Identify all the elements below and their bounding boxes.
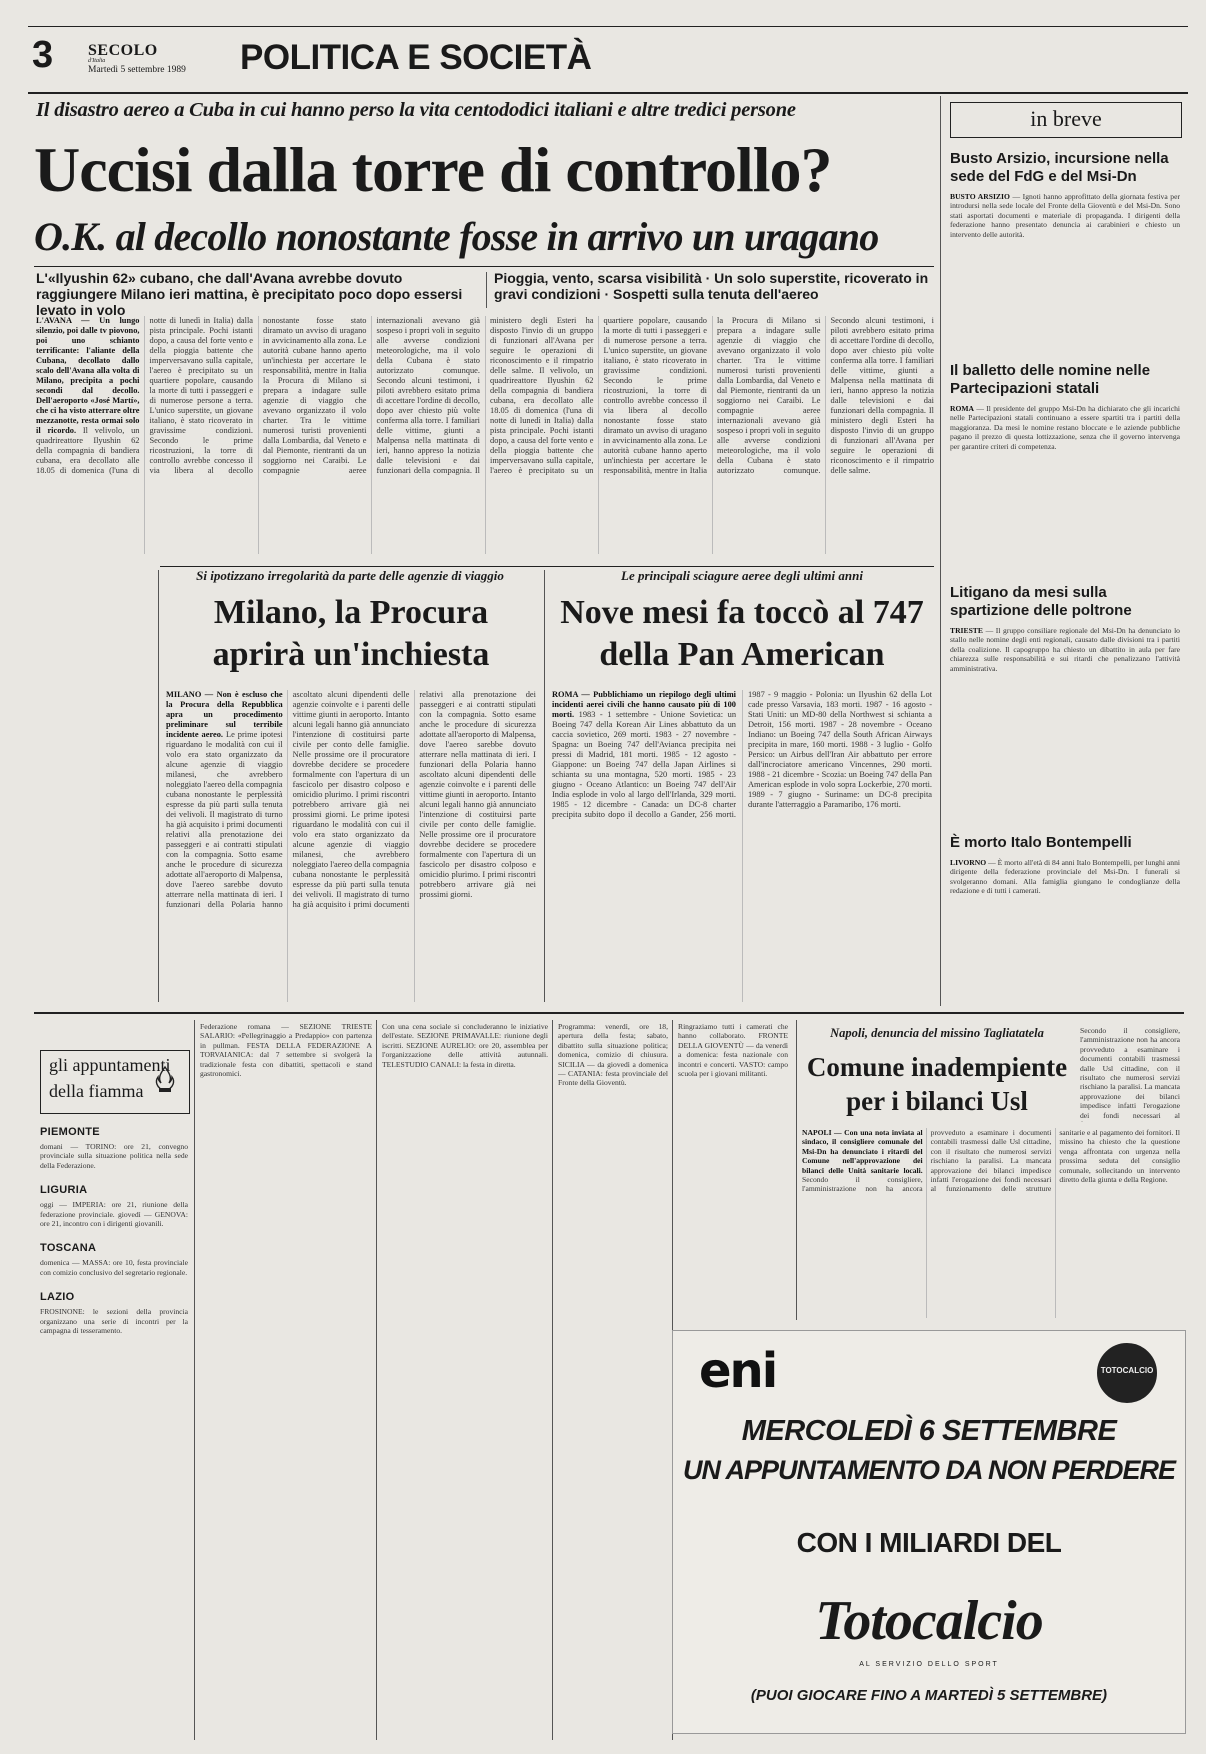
region-lazio-body: FROSINONE: le sezioni della provincia organizzano una serie di incontri per la campagna di tesseramento. xyxy=(40,1307,188,1336)
appuntamenti-divider-3 xyxy=(552,1020,553,1740)
in-breve-item-4-headline: È morto Italo Bontempelli xyxy=(950,834,1132,851)
in-breve-divider xyxy=(940,96,941,1006)
usl-body: Secondo il consigliere, l'amministrazione non ha ancora provveduto a esaminare i documenti contabili trasmessi dalle Usl cittadine, con il risultato che numerosi servizi rischiano la paralisi. La mancata approvazione dei bilanci impedisce infatti l'erogazione dei fondi necessari al funzionamento delle strutture sanitarie e al pagamento dei fornitori. Il missino ha chiesto che la questione venga affrontata con urgenza nella prossima seduta del consiglio comunale, sollecitando un intervento diretto della giunta e della Regione. xyxy=(802,1128,1180,1194)
appuntamenti-col-4 xyxy=(558,1022,668,1732)
in-breve-item-3-text xyxy=(950,626,1180,826)
panam-body: 1983 - 1 settembre - Unione Sovietica: un Boeing 747 della Korean Air Lines abbattuto da un caccia sovietico, 269 morti. 1983 - 27 novembre - Spagna: un Boeing 747 dell'Avianca precipita nei pressi di Madrid, 181 morti. 1985 - 12 agosto - Giappone: un Boeing 747 della Japan Airlines si schianta su una montagna, 520 morti. 1985 - 23 giugno - Oceano Atlantico: un Boeing 747 dell'Air India esplode in volo al largo dell'Irlanda, 329 morti. 1985 - 12 dicembre - Canada: un DC-8 charter precipita subito dopo il decollo a Gander, 256 morti. 1987 - 9 maggio - Polonia: un Ilyushin 62 della Lot cade presso Varsavia, 183 morti. 1987 - 16 agosto - Stati Uniti: un MD-80 della Northwest si schianta a Detroit, 156 morti. 1987 - 28 novembre - Oceano Indiano: un Boeing 747 della South African Airways precipita in mare, 160 morti. 1988 - 3 luglio - Golfo Persico: un Airbus dell'Iran Air abbattuto per errore dall'incrociatore americano Vincennes, 290 morti. 1988 - 21 dicembre - Scozia: un Boeing 747 della Pan American esplode in volo sopra Lockerbie, 270 morti. 1989 - 7 giugno - Suriname: un DC-8 precipita durante l'atterraggio a Paramaribo, 176 morti. xyxy=(552,690,932,819)
paper-sub: d'Italia xyxy=(88,58,106,64)
procura-body: Le prime ipotesi riguardano le modalità con cui il volo era stato organizzato da alcune agenzie di viaggio milanesi, che avrebbero noleggiato l'aereo della compagnia cubana nonostante le perplessità espresse da più parti sulla tenuta dei velivoli. Il magistrato di turno ha già acquisito i primi documenti relativi alla prenotazione dei passeggeri e ai contratti stipulati con la compagnia. Sotto esame anche le procedure di sicurezza adottate all'aeroporto di Malpensa, dove l'aereo sarebbe dovuto atterrare nella mattinata di ieri. I funzionari della Polaria hanno ascoltato alcuni dipendenti delle agenzie coinvolte e i parenti delle vittime giunti in aeroporto. Intanto alcuni legali hanno già annunciato l'intenzione di costituirsi parte civile per conto delle famiglie. Nelle prossime ore il procuratore dovrebbe decidere se procedere formalmente con l'apertura di un fascicolo per disastro colposo e omicidio plurimo. I primi riscontri potrebbero arrivare già nei prossimi giorni. xyxy=(166,690,410,909)
main-article-body: Il velivolo, un quadrireattore Ilyushin 62 della compagnia di bandiera cubana, era decollato alle 18.05 di domenica (l'una di notte di lunedì in Italia) dalla pista principale. Pochi istanti dopo, a causa del forte vento e della pioggia battente che imperversavano sulla capitale, l'aereo è precipitato su un quartiere popolare, causando la morte di tutti i passeggeri e di numerose persone a terra. L'unico superstite, un giovane italiano, è stato ricoverato in gravissime condizioni. Secondo le prime ricostruzioni, la torre di controllo avrebbe concesso il via libera al decollo nonostante fosse stato diramato un avviso di uragano in avvicinamento alla zona. Le autorità cubane hanno aperto un'inchiesta per accertare le responsabilità, mentre in Italia la Procura di Milano si prepara a indagare sulle agenzie di viaggio che avevano organizzato il volo charter. Tra le vittime numerosi turisti provenienti dalla Lombardia, dal Veneto e dal Piemonte, rientranti da un soggiorno nei Caraibi. Le compagnie aeree internazionali avevano già sospeso i propri voli in seguito alle avverse condizioni meteorologiche, ma il volo della Cubana è stato autorizzato comunque. Secondo alcuni testimoni, i piloti avrebbero esitato prima di accettare l'ordine di decollo, dopo aver chiesto più volte conferma alla torre. I familiari delle vittime, giunti a Malpensa nella mattinata di ieri, hanno appreso la notizia dalle televisioni e dai funzionari della compagnia. Il ministero degli Esteri ha disposto l'invio di un gruppo di funzionari all'Avana per seguire le operazioni di riconoscimento e il rimpatrio delle salme. xyxy=(36,316,594,475)
usl-side-text: Secondo il consigliere, l'amministrazione non ha ancora provveduto a esaminare i documenti contabili trasmessi dalle Usl cittadine, con il risultato che numerosi servizi rischiano la paralisi. La mancata approvazione dei bilanci impedisce infatti l'erogazione dei fondi necessari al xyxy=(1080,1026,1180,1120)
in-breve-item-2-body: — Il presidente del gruppo Msi-Dn ha dichiarato che gli incarichi nelle Partecipazioni statali continuano a essere spartiti tra i partiti della maggioranza. Da mesi le nomine restano bloccate e le aziende pubbliche pagano il prezzo di questa lottizzazione, senza che il governo intervenga per garantire criteri di competenza. xyxy=(950,404,1180,451)
in-breve-item-3-headline: Litigano da mesi sulla spartizione delle poltrone xyxy=(950,584,1132,619)
section-title: POLITICA E SOCIETÀ xyxy=(240,38,592,77)
region-piemonte-body: domani — TORINO: ore 21, convegno provinciale sulla situazione politica nella sede della Federazione. xyxy=(40,1142,188,1170)
appuntamenti-title-2: della fiamma xyxy=(49,1081,144,1101)
ad-line-1: MERCOLEDÌ 6 SETTEMBRE xyxy=(741,1415,1117,1447)
procura-lead: MILANO — Non è escluso che la Procura della Repubblica apra un procedimento preliminare sul terribile incidente aereo. xyxy=(166,690,283,739)
left-column-divider xyxy=(158,570,159,1002)
region-lazio: LAZIO xyxy=(40,1291,75,1304)
ad-brand: Totocalcio xyxy=(815,1590,1043,1652)
main-article xyxy=(36,316,934,554)
main-article-body-cont: Il velivolo, un quadrireattore Ilyushin 62 della compagnia di bandiera cubana, era decollato alle 18.05 di domenica (l'una di notte di lunedì in Italia) dalla pista principale. Pochi istanti dopo, a causa del forte vento e della pioggia battente che imperversavano sulla capitale, l'aereo è precipitato su un quartiere popolare, causando la morte di tutti i passeggeri e di numerose persone a terra. L'unico superstite, un giovane italiano, è stato ricoverato in gravissime condizioni. Secondo le prime ricostruzioni, la torre di controllo avrebbe concesso il via libera al decollo nonostante fosse stato diramato un avviso di uragano in avvicinamento alla zona. Le autorità cubane hanno aperto un'inchiesta per accertare le responsabilità, mentre in Italia la Procura di Milano si prepara a indagare sulle agenzie di viaggio che avevano organizzato il volo charter. Tra le vittime numerosi turisti provenienti dalla Lombardia, dal Veneto e dal Piemonte, rientranti da un soggiorno nei Caraibi. Le compagnie aeree internazionali avevano già sospeso i propri voli in seguito alle avverse condizioni meteorologiche, ma il volo della Cubana è stato autorizzato comunque. Secondo alcuni testimoni, i piloti avrebbero esitato prima di accettare l'ordine di decollo, dopo aver chiesto più volte conferma alla torre. I familiari delle vittime, giunti a Malpensa nella mattinata di ieri, hanno appreso la notizia dalle televisioni e dai funzionari della compagnia. Il ministero degli Esteri ha disposto l'invio di un gruppo di funzionari all'Avana per seguire le operazioni di riconoscimento e il rimpatrio delle salme. xyxy=(490,316,934,475)
paper-name: SECOLO xyxy=(88,42,158,59)
bottom-section-rule xyxy=(34,1012,1184,1014)
in-breve-box xyxy=(950,102,1182,138)
deck-divider xyxy=(486,272,487,308)
mid-rule xyxy=(160,566,934,567)
in-breve-item-3-lead: TRIESTE xyxy=(950,626,983,635)
usl-kicker: Napoli, denuncia del missino Tagliatatela xyxy=(830,1026,1044,1040)
ad-brand-tagline: AL SERVIZIO DELLO SPORT xyxy=(859,1661,999,1668)
main-deck-left: L'«Ilyushin 62» cubano, che dall'Avana avrebbe dovuto raggiungere Milano ieri mattina, è precipitato poco dopo essersi levato in volo xyxy=(36,270,463,318)
procura-body-cont: Le prime ipotesi riguardano le modalità con cui il volo era stato organizzato da alcune agenzie di viaggio milanesi, che avrebbero noleggiato l'aereo della compagnia cubana nonostante le perplessità espresse da più parti sulla tenuta dei velivoli. Il magistrato di turno ha già acquisito i primi documenti relativi alla prenotazione dei passeggeri e ai contratti stipulati con la compagnia. Sotto esame anche le procedure di sicurezza adottate all'aeroporto di Malpensa, dove l'aereo sarebbe dovuto atterrare nella mattinata di ieri. I funzionari della Polaria hanno ascoltato alcuni dipendenti delle agenzie coinvolte e i parenti delle vittime giunti in aeroporto. Intanto alcuni legali hanno già annunciato l'intenzione di costituirsi parte civile per conto delle famiglie. Nelle prossime ore il procuratore dovrebbe decidere se procedere formalmente con l'apertura di un fascicolo per disastro colposo e omicidio plurimo. I primi riscontri potrebbero arrivare già nei prossimi giorni. xyxy=(292,690,536,909)
region-toscana-body: domenica — MASSA: ore 10, festa provinciale con comizio conclusivo del segretario regionale. xyxy=(40,1258,188,1277)
region-toscana: TOSCANA xyxy=(40,1242,97,1255)
region-liguria-body: oggi — IMPERIA: ore 21, riunione della federazione provinciale. giovedì — GENOVA: ore 21, incontro con i dirigenti giovanili. xyxy=(40,1200,188,1229)
appuntamenti-col-4-text: Programma: venerdì, ore 18, apertura della festa; sabato, dibattito sulla situazione politica; domenica, comizio di chiusura. SICILIA — da giovedì a domenica — CATANIA: festa provinciale del Fronte della Gioventù. xyxy=(558,1022,668,1088)
appuntamenti-col-2 xyxy=(200,1022,372,1732)
flame-icon xyxy=(150,1064,180,1094)
badge-text: TOTOCALCIO xyxy=(1100,1366,1154,1375)
procura-kicker: Si ipotizzano irregolarità da parte delle agenzie di viaggio xyxy=(196,568,504,583)
header-rule xyxy=(28,92,1188,94)
main-kicker: Il disastro aereo a Cuba in cui hanno perso la vita centododici italiani e altre tredici persone xyxy=(36,99,796,121)
ad-line-3: CON I MILIARDI DEL xyxy=(796,1527,1062,1558)
main-deck-right: Pioggia, vento, scarsa visibilità · Un solo superstite, ricoverato in gravi condizioni · Sospetti sulla tenuta dell'aereo xyxy=(494,270,929,302)
in-breve-item-4 xyxy=(950,834,1180,978)
in-breve-item-2-text xyxy=(950,404,1180,554)
panam-article xyxy=(552,690,932,1002)
appuntamenti-title-1: gli appuntamenti xyxy=(49,1055,171,1075)
page-number: 3 xyxy=(32,34,54,76)
in-breve-title: in breve xyxy=(1030,106,1102,131)
region-piemonte: PIEMONTE xyxy=(40,1126,100,1138)
in-breve-item-1-headline: Busto Arsizio, incursione nella sede del FdG e del Msi-Dn xyxy=(950,150,1169,185)
procura-article xyxy=(166,690,536,1002)
procura-divider xyxy=(544,570,545,1002)
usl-headline: Comune inadempiente per i bilanci Usl xyxy=(806,1052,1068,1116)
usl-lead: NAPOLI — Con una nota inviata al sindaco, il consigliere comunale del Msi-Dn ha denunciato i ritardi del Comune nell'approvazione dei bilanci delle Unità sanitarie locali. xyxy=(802,1128,923,1175)
in-breve-item-3 xyxy=(950,584,1180,826)
in-breve-item-2-headline: Il balletto delle nomine nelle Partecipazioni statali xyxy=(950,362,1151,397)
top-rule xyxy=(28,26,1188,27)
appuntamenti-col-2-text: Federazione romana — SEZIONE TRIESTE SALARIO: «Pellegrinaggio a Predappio» con partenza in pullman. FESTA DELLA FEDERAZIONE A TORVAIANICA: dal 7 settembre si svolgerà la tradizionale festa con dibattiti, spettacoli e stand gastronomici. xyxy=(200,1022,372,1079)
appuntamenti-divider-1 xyxy=(194,1020,195,1740)
in-breve-item-1-body: — Ignoti hanno approfittato della giornata festiva per introdursi nella sede locale del Fronte della Gioventù e del Msi-Dn. Sono stati asportati documenti e materiale di propaganda. I dirigenti della federazione hanno presentato denuncia ai carabinieri e chiesto un intervento delle autorità. xyxy=(950,192,1180,239)
main-article-lead: L'AVANA — Un lungo silenzio, poi dalle tv piovono, poi uno schianto terrificante: l'aliante della Cubana, decollato dallo scalo dell'Avana alla volta di Milano, precipita a pochi secondi dal decollo. Dell'aeroporto «José Martí», che ci ha visto atterrare oltre mezzanotte, resta ormai solo il ricordo. xyxy=(36,316,140,435)
page-date: Martedì 5 settembre 1989 xyxy=(88,65,186,75)
usl-divider xyxy=(796,1020,797,1320)
in-breve-item-2-lead: ROMA xyxy=(950,404,975,413)
in-breve-item-1 xyxy=(950,150,1180,312)
in-breve-item-4-text xyxy=(950,858,1180,978)
in-breve-item-2 xyxy=(950,362,1180,554)
ad-footer: (PUOI GIOCARE FINO A MARTEDÌ 5 SETTEMBRE) xyxy=(750,1687,1108,1704)
in-breve-item-1-text xyxy=(950,192,1180,312)
region-liguria: LIGURIA xyxy=(40,1184,88,1197)
in-breve-item-1-lead: BUSTO ARSIZIO xyxy=(950,192,1010,201)
in-breve-item-3-body: — Il gruppo consiliare regionale del Msi-Dn ha denunciato lo stallo nelle nomine degli enti regionali, causato dalle divisioni tra i partiti della coalizione. Il capogruppo ha chiesto un dibattito in aula per fare chiarezza sulle responsabilità e sui ritardi che penalizzano l'attività amministrativa. xyxy=(950,626,1180,673)
procura-headline: Milano, la Procura aprirà un'inchiesta xyxy=(212,594,490,673)
appuntamenti-col-3-text: Con una cena sociale si concluderanno le iniziative dell'estate. SEZIONE PRIMAVALLE: riunione degli iscritti. SEZIONE AURELIO: ore 20, assemblea per l'organizzazione delle attività autunnali. TELESTUDIO CANALI: la festa in diretta. xyxy=(382,1022,548,1069)
deck-rule xyxy=(34,266,934,267)
appuntamenti-col-1 xyxy=(40,1126,188,1726)
panam-lead: ROMA — Pubblichiamo un riepilogo degli ultimi incidenti aerei civili che hanno causato più di 100 morti. xyxy=(552,690,736,719)
masthead xyxy=(88,42,218,75)
totocalcio-ad xyxy=(672,1330,1186,1734)
main-subheadline: O.K. al decollo nonostante fosse in arrivo un uragano xyxy=(34,214,879,259)
ad-line-2: UN APPUNTAMENTO DA NON PERDERE xyxy=(682,1455,1176,1485)
panam-headline: Nove mesi fa toccò al 747 della Pan American xyxy=(560,594,924,673)
in-breve-item-4-lead: LIVORNO xyxy=(950,858,987,867)
usl-article xyxy=(802,1128,1180,1318)
totocalcio-badge-icon xyxy=(1097,1343,1157,1403)
in-breve-item-4-body: — È morto all'età di 84 anni Italo Bontempelli, per lunghi anni dirigente della federazione provinciale del Msi-Dn. I funerali si svolgeranno domani. Alla famiglia giungano le condoglianze della redazione e di tutti i camerati. xyxy=(950,858,1180,896)
eni-logo: eni xyxy=(699,1343,777,1399)
appuntamenti-col-3 xyxy=(382,1022,548,1732)
main-headline: Uccisi dalla torre di controllo? xyxy=(34,134,832,205)
appuntamenti-divider-2 xyxy=(376,1020,377,1740)
usl-side-column xyxy=(1080,1026,1180,1122)
appuntamenti-col-5-text: Ringraziamo tutti i camerati che hanno collaborato. FRONTE DELLA GIOVENTÙ — da venerdì a domenica: festa nazionale con incontri e concerti. VASTO: campo scuola per i giovani militanti. xyxy=(678,1022,788,1079)
panam-kicker: Le principali sciagure aeree degli ultimi anni xyxy=(621,568,863,583)
